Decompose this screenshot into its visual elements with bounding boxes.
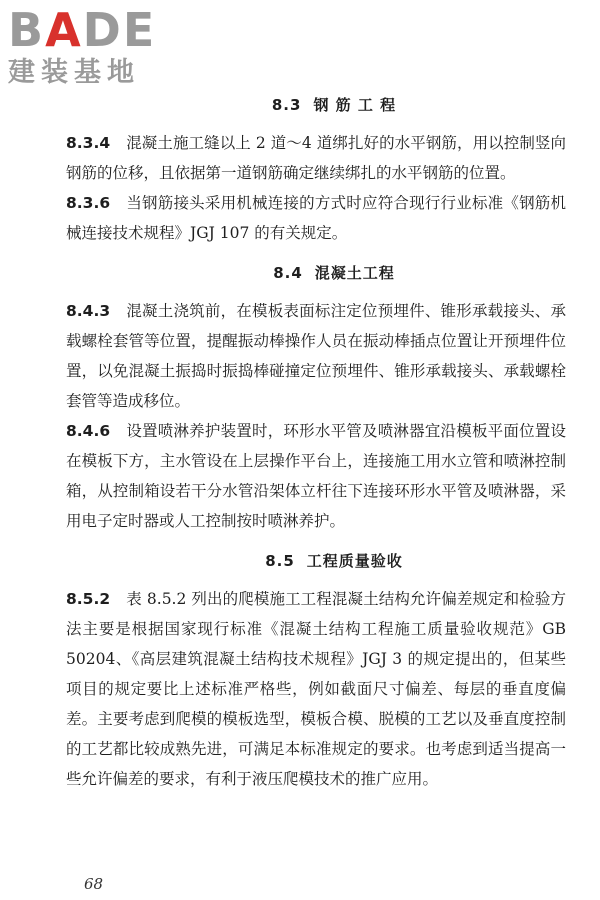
document-body [66, 88, 566, 794]
watermark-tagline: 建装基地 [8, 57, 140, 88]
clause-number: 8.4.3 [66, 302, 111, 320]
clause-8-3-6 [66, 188, 566, 248]
clause-8-4-3 [66, 296, 566, 416]
page-number: 68 [84, 875, 104, 893]
watermark-brand-accent: A [45, 3, 83, 57]
clause-8-4-6 [66, 416, 566, 536]
section-heading-8-3: 8.3 钢 筋 工 程 [271, 96, 397, 114]
clause-text: 当钢筋接头采用机械连接的方式时应符合现行行业标准《钢筋机械连接技术规程》JGJ 107 的有关规定。 [66, 194, 566, 242]
clause-8-5-2 [66, 584, 566, 794]
watermark-brand: BADE [8, 3, 157, 57]
clause-number: 8.3.4 [66, 134, 111, 152]
clause-text: 混凝土施工缝以上 2 道～4 道绑扎好的水平钢筋，用以控制竖向钢筋的位移，且依据第一道钢筋确定继续绑扎的水平钢筋的位置。 [66, 134, 566, 182]
watermark-logo [8, 4, 178, 90]
clause-number: 8.4.6 [66, 422, 111, 440]
section-heading-8-4: 8.4 混凝土工程 [273, 264, 395, 282]
clause-8-3-4 [66, 128, 566, 188]
clause-text: 表 8.5.2 列出的爬模施工工程混凝土结构允许偏差规定和检验方法主要是根据国家现行标准《混凝土结构工程施工质量验收规范》GB 50204、《高层建筑混凝土结构技术规程》JGJ 3 的规定提出的，但某些项目的规定要比上述标准严格些，例如截面尺寸偏差、每层的垂直度偏差。主要考虑到爬模的模板选型，模板合模、脱模的工艺以及垂直度控制的工艺都比较成熟先进，可满足本标准规定的要求。也考虑到适当提高一些允许偏差的要求，有利于液压爬模技术的推广应用。 [66, 590, 566, 788]
clause-text: 混凝土浇筑前，在模板表面标注定位预埋件、锥形承载接头、承载螺栓套管等位置，提醒振动棒操作人员在振动棒插点位置让开预埋件位置，以免混凝土振捣时振捣棒碰撞定位预埋件、锥形承载接头、承载螺栓套管等造成移位。 [66, 302, 566, 410]
section-heading-8-5: 8.5 工程质量验收 [265, 552, 403, 570]
clause-text: 设置喷淋养护装置时，环形水平管及喷淋器宜沿模板平面位置设在模板下方，主水管设在上层操作平台上，连接施工用水立管和喷淋控制箱，从控制箱设若干分水管沿架体立杆往下连接环形水平管及喷淋器，采用电子定时器或人工控制按时喷淋养护。 [66, 422, 566, 530]
clause-number: 8.3.6 [66, 194, 111, 212]
clause-number: 8.5.2 [66, 590, 111, 608]
